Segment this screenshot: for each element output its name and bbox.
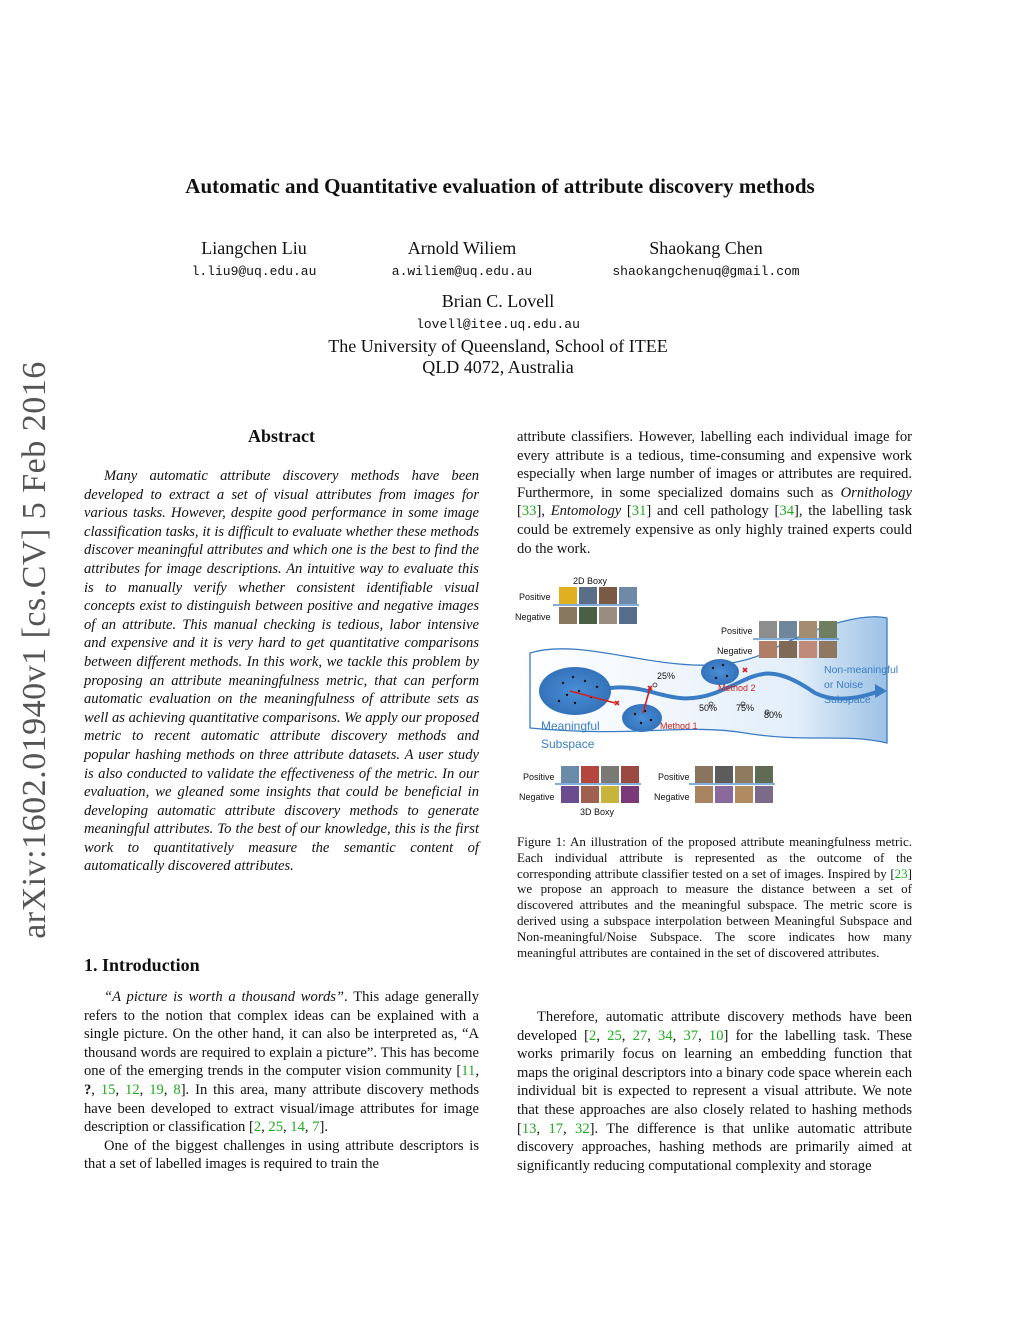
label-positive: Positive <box>721 626 753 636</box>
bottom-right-image-strip <box>689 766 775 803</box>
method-2-cluster <box>701 659 739 685</box>
label-negative: Negative <box>515 612 551 622</box>
label-non-meaningful: Non-meaningful <box>824 664 899 676</box>
arxiv-identifier: arXiv:1602.01940v1 [cs.CV] 5 Feb 2016 <box>16 361 53 939</box>
label-meaningful: Meaningful <box>541 719 600 733</box>
citation-link[interactable]: 27 <box>632 1027 648 1044</box>
body-paragraph: Therefore, automatic attribute discovery methods have been developed [2, 25, 27, 34, 37, 10] for the labelling task. These works primarily focus on learning an embedding function that maps the original descriptors into a binary code space wherein each individual bit is expected to represent a visual attribute. We note that these approaches are also closely related to hashing methods [13, 17, 32]. The difference is that unlike automatic attribute discovery approaches, hashing methods are primarily aimed at significantly reducing computational complexity and storage <box>517 1009 913 1174</box>
label-80-percent: 80% <box>764 710 783 720</box>
citation-link[interactable]: 2 <box>589 1027 597 1044</box>
author-email: l.liu9@uq.edu.au <box>191 264 317 279</box>
citation-link[interactable]: 7 <box>312 1119 320 1136</box>
label-75-percent: 75% <box>736 703 755 713</box>
label-negative: Negative <box>519 792 555 802</box>
label-meaningful-subspace: Subspace <box>541 737 595 751</box>
body-italic: Ornithology <box>840 484 912 501</box>
label-25-percent: 25% <box>657 671 676 681</box>
author-email: shaokangchenuq@gmail.com <box>612 264 800 279</box>
intro-paragraph: “A picture is worth a thousand words”. This adage generally refers to the notion that complex ideas can be explained with a single picture. On the other hand, it can also be interpreted as, “A thousand words are required to explain a picture”. This has become one of the emerging trends in the computer vision community [11, ?, 15, 12, 19, 8]. In this area, many attribute discovery methods have been developed to extract visual/image attributes for image description or classification [2, 25, 14, 7]. <box>84 989 480 1136</box>
introduction-body <box>84 988 479 1174</box>
citation-link[interactable]: 14 <box>290 1119 305 1136</box>
citation-link[interactable]: 8 <box>173 1081 181 1098</box>
citation-link[interactable]: 15 <box>100 1081 116 1098</box>
citation-missing: ? <box>84 1081 92 1098</box>
label-2d-boxy: 2D Boxy <box>573 576 608 586</box>
top-left-image-strip <box>553 587 639 624</box>
citation-link[interactable]: 2 <box>253 1119 262 1136</box>
abstract-heading: Abstract <box>248 426 315 446</box>
paper-title: Automatic and Quantitative evaluation of attribute discovery methods <box>185 174 815 198</box>
citation-link[interactable]: 17 <box>548 1120 564 1137</box>
body-text: attribute classifiers. However, labelling each individual image for every attribute is a tedious, time-consuming and expensive work especially when large number of images or attributes are required. Furthermore, in some specialized domains such as <box>517 429 912 501</box>
section-heading: 1. Introduction <box>84 955 200 975</box>
author-name: Shaokang Chen <box>649 238 763 258</box>
author-email: a.wiliem@uq.edu.au <box>391 264 533 279</box>
citation-link[interactable]: 32 <box>575 1120 590 1137</box>
intro-paragraph: One of the biggest challenges in using attribute descriptors is that a set of labelled images is required to train the <box>84 1137 479 1173</box>
right-column-text: attribute classifiers. However, labelling each individual image for every attribute is a tedious, time-consuming and expensive work especially when large number of images or attributes are required. Furthermore, in some specialized domains such as Ornithology [33], Entomology [31] and cell pathology [34], the labelling task could be extremely expensive as only highly trained experts could do the work. <box>517 429 912 557</box>
citation-link[interactable]: 11 <box>461 1063 476 1080</box>
body-italic: Entomology <box>550 503 622 520</box>
body-text: Therefore, automatic attribute discovery methods have been developed [ <box>517 1009 912 1044</box>
citation-link[interactable]: 12 <box>125 1081 140 1098</box>
author-name: Liangchen Liu <box>201 238 307 258</box>
body-text: ], the labelling task could be extremely expensive as only highly trained experts could do the work. <box>517 503 912 557</box>
citation-link[interactable]: 13 <box>521 1120 537 1137</box>
citation-link[interactable]: 19 <box>149 1081 164 1098</box>
label-3d-boxy: 3D Boxy <box>580 807 615 817</box>
label-negative: Negative <box>717 646 753 656</box>
citation-link[interactable]: 34 <box>658 1027 673 1044</box>
label-method-2: Method 2 <box>718 683 756 693</box>
citation-link[interactable]: 23 <box>894 865 908 881</box>
citation-link[interactable]: 25 <box>268 1119 283 1136</box>
citation-link[interactable]: 10 <box>708 1027 724 1044</box>
citation-link[interactable]: 34 <box>779 503 794 520</box>
bottom-left-image-strip <box>555 766 641 803</box>
label-positive: Positive <box>658 772 690 782</box>
intro-text: ]. In this area, many attribute discovery methods have been developed to extract visual/image attributes for image description or classification [ <box>84 1081 480 1136</box>
affiliation-address: QLD 4072, Australia <box>422 357 574 377</box>
citation-link[interactable]: 31 <box>631 503 647 520</box>
citation-link[interactable]: 33 <box>521 503 537 520</box>
abstract-body: Many automatic attribute discovery methods have been developed to extract a set of visual attributes from images for various tasks. However, despite good performance in some image classification tasks, it is difficult to evaluate whether these methods discover meaningful attributes and which one is the best to find the attributes for image descriptions. An intuitive way to evaluate this is to manually verify whether consistent identifiable visual concepts exist to distinguish between positive and negative images of an attribute. This manual checking is tedious, labor intensive and expensive and it is very hard to get quantitative comparisons between different methods. In this work, we tackle this problem by proposing an attribute meaningfulness metric, that can perform automatic evaluation on the meaningfulness of attribute sets as well as achieving quantitative comparisons. We apply our proposed metric to recent automatic attribute discovery methods and popular hashing methods on three attribute datasets. A user study is also conducted to validate the effectiveness of the metric. In our evaluation, we gleaned some insights that could be beneficial in developing automatic attribute discovery methods to generate meaningful attributes. To the best of our knowledge, this is the first work to quantitatively measure the semantic content of automatically discovered attributes. <box>84 468 479 875</box>
method-1-cluster <box>622 704 662 732</box>
caption-text: ] we propose an approach to measure the distance between a set of discovered attributes and the meaningful subspace. The metric score is derived using a subspace interpolation between Meaningful Subspace and Non-meaningful/Noise Subspace. The score indicates how many meaningful attributes are contained in the set of discovered attributes. <box>517 865 912 960</box>
author-name: Arnold Wiliem <box>407 238 517 258</box>
label-positive: Positive <box>523 772 555 782</box>
label-method-1: Method 1 <box>660 721 698 731</box>
author-name: Brian C. Lovell <box>441 291 555 311</box>
body-text: ]. The difference is that unlike automatic attribute discovery approaches, hashing methods are primarily aimed at significantly reducing computational complexity and storage <box>517 1120 913 1174</box>
body-text: and cell pathology [ <box>651 503 780 520</box>
right-column-text <box>517 1008 912 1175</box>
label-positive: Positive <box>519 592 551 602</box>
figure-caption <box>517 834 912 960</box>
caption-text: Figure 1: An illustration of the proposed attribute meaningfulness metric. Each individual attribute is represented as the outcome of the corresponding attribute classifier tested on a set of images. Inspired by [ <box>517 834 912 881</box>
label-negative: Negative <box>654 792 690 802</box>
body-text: ] for the labelling task. These works primarily focus on learning an embedding function that maps the original descriptors into a binary code space wherein each individual bit is expected to represent a visual attribute. We note that these approaches are also closely related to hashing methods [ <box>517 1027 912 1137</box>
figure-1-diagram <box>515 573 915 821</box>
affiliation: The University of Queensland, School of ITEE <box>328 336 668 356</box>
citation-link[interactable]: 25 <box>607 1027 622 1044</box>
label-noise-subspace: Subspace <box>824 694 871 706</box>
meaningful-subspace-cluster <box>539 667 611 715</box>
label-or-noise: or Noise <box>824 679 864 691</box>
intro-text: ]. <box>319 1119 328 1136</box>
intro-text: . This adage generally refers to the notion that complex ideas can be explained with a single picture. On the other hand, it can also be interpreted as, “A thousand words are required to explain a picture”. This has become one of the emerging trends in the computer vision community [ <box>84 989 479 1080</box>
label-50-percent: 50% <box>699 703 718 713</box>
top-right-image-strip <box>753 621 839 658</box>
intro-quote: “A picture is worth a thousand words” <box>104 989 345 1005</box>
citation-link[interactable]: 37 <box>683 1027 699 1044</box>
author-email: lovell@itee.uq.edu.au <box>416 317 580 332</box>
